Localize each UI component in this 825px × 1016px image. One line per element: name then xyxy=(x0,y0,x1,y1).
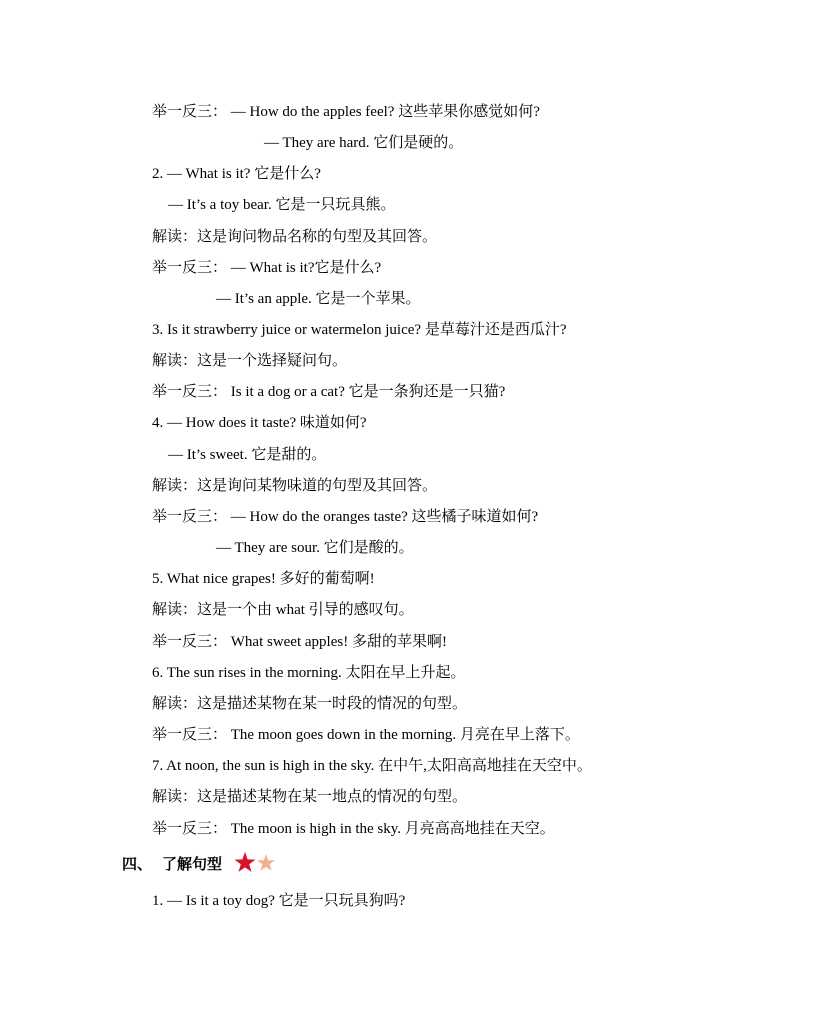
text-line: 举一反三： Is it a dog or a cat? 它是一条狗还是一只猫? xyxy=(152,384,506,400)
text-line: 举一反三： — What is it?它是什么? xyxy=(152,260,382,276)
section-heading xyxy=(122,854,222,874)
text-line: 2. — What is it? 它是什么? xyxy=(152,166,321,182)
text-line: 4. — How does it taste? 味道如何? xyxy=(152,415,367,431)
text-line: 解读：这是询问物品名称的句型及其回答。 xyxy=(152,229,438,245)
text-line: — It’s an apple. 它是一个苹果。 xyxy=(216,291,421,307)
text-line: 7. At noon, the sun is high in the sky. 在中午,太阳高高地挂在天空中。 xyxy=(152,758,592,774)
text-line: 举一反三： The moon goes down in the morning. 月亮在早上落下。 xyxy=(152,727,580,743)
text-line: 5. What nice grapes! 多好的葡萄啊! xyxy=(152,571,375,587)
text-line: 举一反三： — How do the apples feel? 这些苹果你感觉如何? xyxy=(152,104,540,120)
text-line: 举一反三： The moon is high in the sky. 月亮高高地挂在天空。 xyxy=(152,821,555,837)
difficulty-stars-icon xyxy=(233,851,281,875)
text-line: 解读：这是描述某物在某一地点的情况的句型。 xyxy=(152,789,468,805)
section-title: 了解句型 xyxy=(162,855,223,873)
text-line: — It’s a toy bear. 它是一只玩具熊。 xyxy=(168,197,396,213)
star-icon xyxy=(235,852,256,872)
text-line: 1. — Is it a toy dog? 它是一只玩具狗吗? xyxy=(152,893,406,909)
text-line: 解读：这是一个由 what 引导的感叹句。 xyxy=(152,602,414,618)
text-line: — They are sour. 它们是酸的。 xyxy=(216,540,414,556)
star-icon xyxy=(257,854,275,871)
text-line: 解读：这是一个选择疑问句。 xyxy=(152,353,348,369)
section-number: 四、 xyxy=(122,855,153,873)
text-line: 举一反三： What sweet apples! 多甜的苹果啊! xyxy=(152,634,447,650)
text-line: 3. Is it strawberry juice or watermelon juice? 是草莓汁还是西瓜汁? xyxy=(152,322,567,338)
text-line: 举一反三： — How do the oranges taste? 这些橘子味道如何? xyxy=(152,509,539,525)
text-line: — They are hard. 它们是硬的。 xyxy=(264,135,464,151)
text-line: 6. The sun rises in the morning. 太阳在早上升起。 xyxy=(152,665,466,681)
text-line: 解读：这是询问某物味道的句型及其回答。 xyxy=(152,478,438,494)
text-line: — It’s sweet. 它是甜的。 xyxy=(168,447,327,463)
text-line: 解读：这是描述某物在某一时段的情况的句型。 xyxy=(152,696,468,712)
